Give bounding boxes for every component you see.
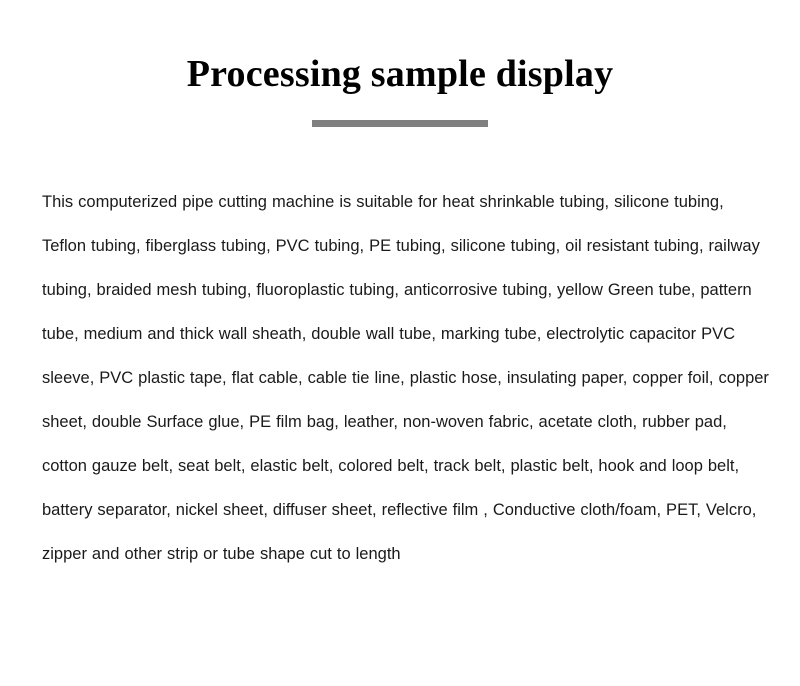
- title-divider: [312, 120, 488, 127]
- page-title: Processing sample display: [186, 53, 614, 95]
- title-divider-container: [0, 120, 800, 127]
- description-paragraph: This computerized pipe cutting machine is suitable for heat shrinkable tubing, silicone tubing, Teflon tubing, fiberglass tubing, PVC tubing, PE tubing, silicone tubing, oil resistant tubing, railway tubing, braided mesh tubing, fluoroplastic tubing, anticorrosive tubing, yellow Green tube, pattern tube, medium and thick wall sheath, double wall tube, marking tube, electrolytic capacitor PVC sleeve, PVC plastic tape, flat cable, cable tie line, plastic hose, insulating paper, copper foil, copper sheet, double Surface glue, PE film bag, leather, non-woven fabric, acetate cloth, rubber pad, cotton gauze belt, seat belt, elastic belt, colored belt, track belt, plastic belt, hook and loop belt, battery separator, nickel sheet, diffuser sheet, reflective film , Conductive cloth/foam, PET, Velcro, zipper and other strip or tube shape cut to length: [42, 193, 769, 563]
